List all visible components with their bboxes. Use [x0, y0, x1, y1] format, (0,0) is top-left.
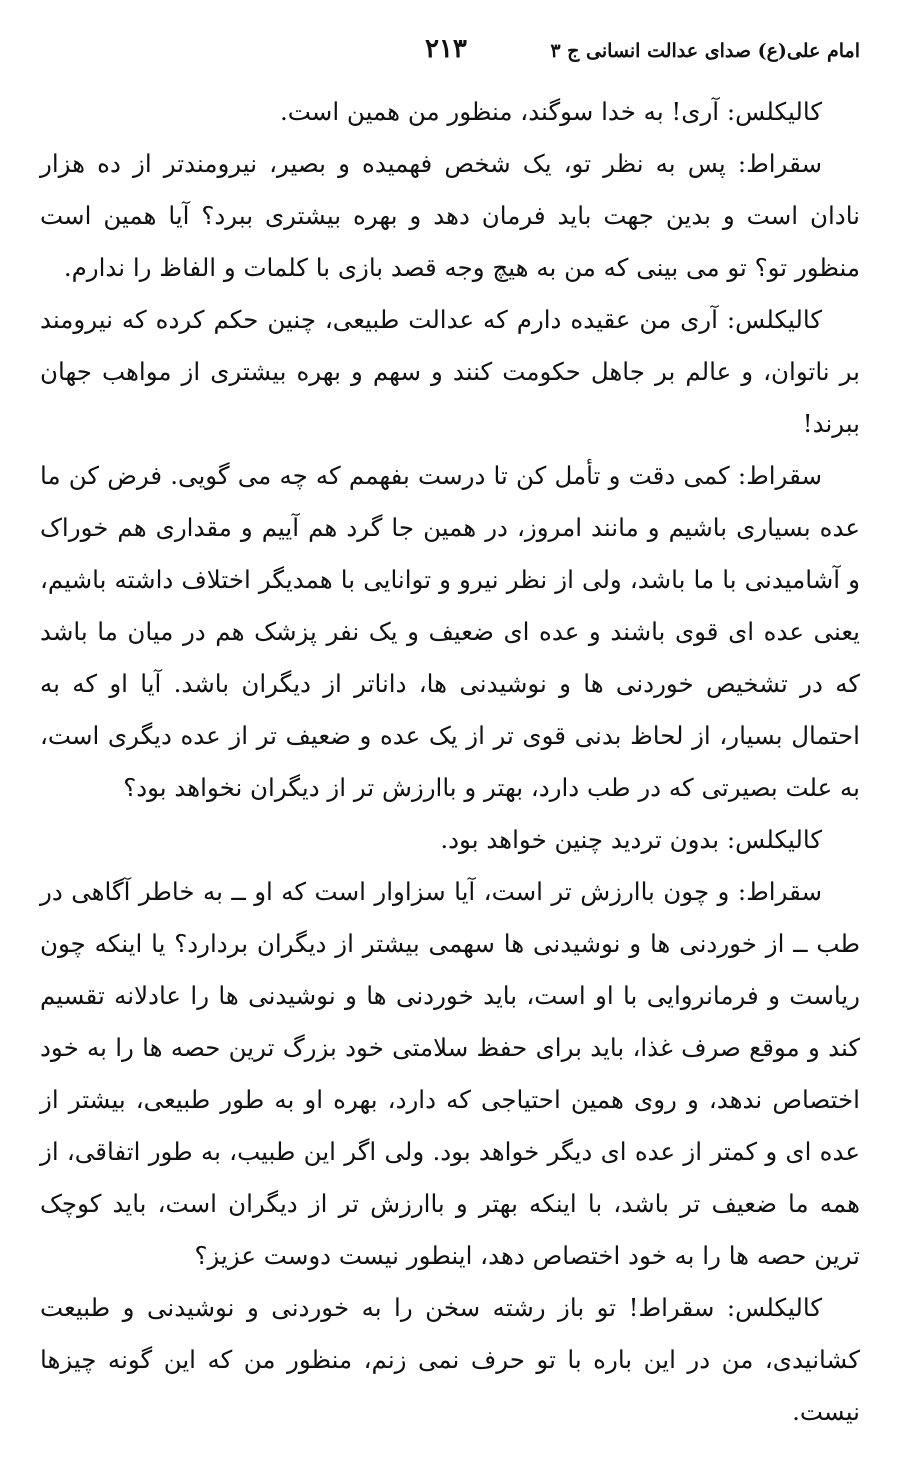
page-header [40, 34, 860, 74]
running-title: امام علی(ع) صدای عدالت انسانی ج ۳ [550, 40, 860, 62]
paragraph: کالیکلس: سقراط! تو باز رشته سخن را به خوردنی و نوشیدنی و طبیعت کشانیدی، من در این باره با تو حرف نمی زنم، منظور من که این گونه چیزها نیست. [40, 1293, 860, 1426]
document-page [40, 0, 860, 1479]
body-text [40, 86, 860, 1438]
paragraph: کالیکلس: بدون تردید چنین خواهد بود. [440, 825, 822, 854]
paragraph: کالیکلس: آری من عقیده دارم که عدالت طبیعی، چنین حکم کرده که نیرومند بر ناتوان، و عالم بر جاهل حکومت کنند و سهم و بهره بیشتری از مواهب جهان ببرند! [40, 305, 860, 438]
paragraph: کالیکلس: آری! به خدا سوگند، منظور من همین است. [279, 97, 822, 126]
page-number: ۲۱۳ [425, 34, 467, 64]
paragraph: سقراط: کمی دقت و تأمل کن تا درست بفهمم که چه می گویی. فرض کن ما عده بسیاری باشیم و مانند امروز، در همین جا گرد هم آییم و مقداری هم خوراک و آشامیدنی با ما باشد، ولی از نظر نیرو و توانایی با همدیگر اختلاف داشته باشیم، یعنی عده ای قوی باشند و عده ای ضعیف و یک نفر پزشک هم در میان ما باشد که در تشخیص خوردنی ها و نوشیدنی ها، داناتر از دیگران باشد. آیا او که به احتمال بسیار، از لحاظ بدنی قوی تر از یک عده و ضعیف تر از عده دیگری است، به علت بصیرتی که در طب دارد، بهتر و باارزش تر از دیگران نخواهد بود؟ [40, 461, 860, 802]
paragraph: سقراط: پس به نظر تو، یک شخص فهمیده و بصیر، نیرومندتر از ده هزار نادان است و بدین جهت باید فرمان دهد و بهره بیشتری ببرد؟ آیا همین است منظور تو؟ تو می بینی که من به هیچ وجه قصد بازی با کلمات و الفاظ را ندارم. [40, 149, 860, 282]
paragraph: سقراط: و چون باارزش تر است، آیا سزاوار است که او ــ به خاطر آگاهی در طب ــ از خوردنی ها و نوشیدنی ها سهمی بیشتر از دیگران بردارد؟ یا اینکه چون ریاست و فرمانروایی با او است، باید خوردنی ها و نوشیدنی ها را عادلانه تقسیم کند و موقع صرف غذا، باید برای حفظ سلامتی خود بزرگ ترین حصه ها را به خود اختصاص ندهد، و روی همین احتیاجی که دارد، بهره او به طور طبیعی، بیشتر از عده ای و کمتر از عده ای دیگر خواهد بود. ولی اگر این طبیب، به طور اتفاقی، از همه ما ضعیف تر باشد، با اینکه بهتر و باارزش تر از دیگران است، باید کوچک ترین حصه ها را به خود اختصاص دهد، اینطور نیست دوست عزیز؟ [40, 877, 860, 1270]
